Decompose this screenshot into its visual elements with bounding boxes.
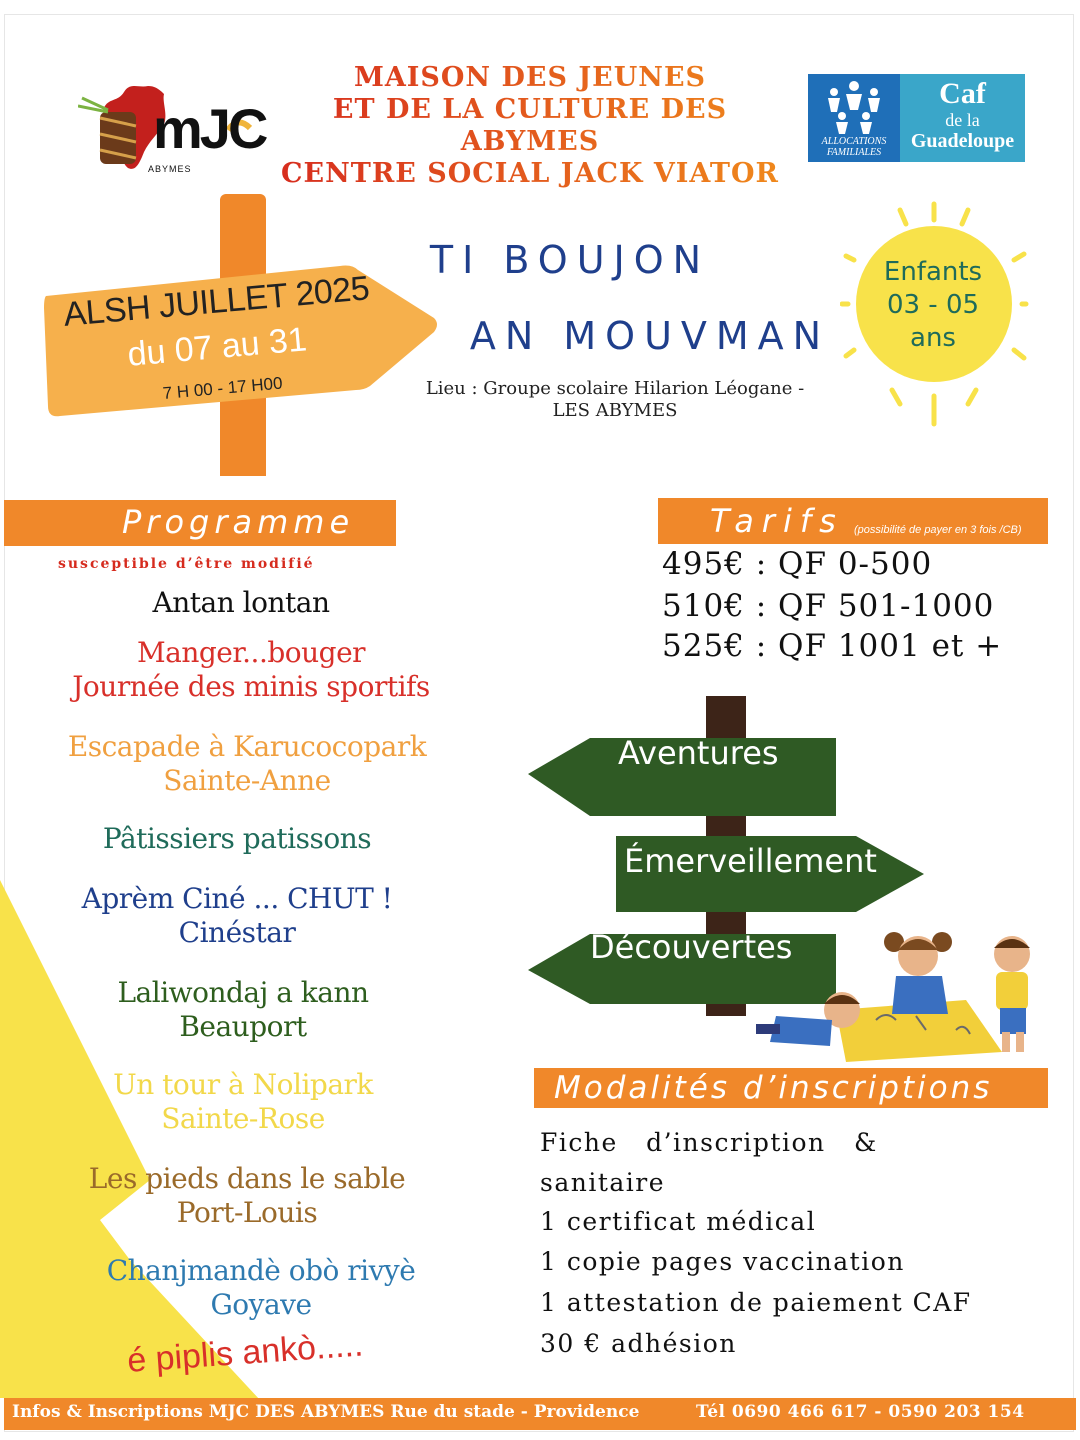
- programme-item-line: Aprèm Ciné ... CHUT !: [81, 882, 393, 915]
- age-line-1: Enfants: [883, 257, 983, 287]
- tarif-item: 525€ : QF 1001 et +: [662, 628, 1003, 664]
- header-title: [270, 62, 790, 190]
- mjc-logo-subtitle: ABYMES: [148, 164, 192, 174]
- programme-item: [2, 822, 472, 856]
- programme-item: [6, 586, 476, 620]
- programme-item-line: Les pieds dans le sable: [88, 1162, 406, 1195]
- programme-item-line: Cinéstar: [178, 916, 296, 949]
- programme-item: [2, 882, 472, 950]
- caf-logo: [808, 74, 1025, 162]
- programme-heading-band: [4, 500, 396, 546]
- modalite-item: 1 certificat médical: [540, 1207, 817, 1236]
- family-figures-icon: [808, 76, 900, 136]
- programme-item-line: Journée des minis sportifs: [72, 670, 430, 703]
- tarif-item: 510€ : QF 501-1000: [662, 588, 995, 624]
- footer-phone-numbers: Tél 0690 466 617 - 0590 203 154: [696, 1402, 1025, 1422]
- header-title-line-3: CENTRE SOCIAL JACK VIATOR: [270, 158, 790, 190]
- sign-hours: 7 H 00 - 17 H00: [162, 373, 284, 403]
- modalites-heading: Modalités d’inscriptions: [554, 1070, 993, 1106]
- event-title-line-1: TI BOUJON: [429, 238, 711, 282]
- programme-item-line: Pâtissiers patissons: [102, 822, 372, 855]
- programme-item: [12, 1162, 482, 1230]
- programme-item-line: Beauport: [179, 1010, 307, 1043]
- header-title-line-1: MAISON DES JEUNES: [270, 62, 790, 94]
- programme-heading: Programme: [122, 503, 355, 541]
- children-drawing-illustration: [756, 920, 1052, 1070]
- age-line-3: ans: [910, 323, 956, 353]
- caf-line3: Guadeloupe: [910, 130, 1015, 152]
- age-line-2: 03 - 05: [886, 290, 980, 320]
- programme-item-line: Escapade à Karucocopark: [67, 730, 427, 763]
- programme-item: [8, 1068, 478, 1136]
- footer-contact-address: Infos & Inscriptions MJC DES ABYMES Rue du stade - Providence: [12, 1402, 640, 1422]
- event-location-line-2: LES ABYMES: [552, 400, 678, 421]
- tarif-item: 495€ : QF 0-500: [662, 546, 933, 582]
- caf-familiales: FAMILIALES: [826, 147, 882, 158]
- signpost-label-emerveillement: Émerveillement: [624, 842, 877, 880]
- footer-band: [4, 1398, 1076, 1430]
- modalite-item: 1 copie pages vaccination: [540, 1247, 905, 1276]
- caf-logo-emblem: [808, 74, 900, 162]
- programme-item-line: Laliwondaj a kann: [117, 976, 369, 1009]
- modalite-item: sanitaire: [540, 1168, 666, 1197]
- modalite-item: 1 attestation de paiement CAF: [540, 1288, 972, 1317]
- programme-item-line: Port-Louis: [176, 1196, 318, 1229]
- caf-allocations: ALLOCATIONS: [821, 136, 887, 147]
- programme-item-line: Sainte-Anne: [163, 764, 331, 797]
- programme-item-line: Chanjmandè obò rivyè: [106, 1254, 416, 1287]
- tarifs-heading-band: [658, 498, 1048, 544]
- programme-item-line: Un tour à Nolipark: [113, 1068, 373, 1101]
- modalite-item: Fiche d’inscription &: [540, 1128, 878, 1157]
- mjc-logo: [78, 78, 278, 178]
- tarifs-note: (possibilité de payer en 3 fois /CB): [854, 524, 1022, 536]
- programme-item: [26, 1254, 496, 1322]
- caf-name: Caf: [939, 77, 986, 110]
- programme-item-line: Goyave: [210, 1288, 312, 1321]
- tarifs-heading: Tarifs: [710, 502, 844, 540]
- sign-dates: du 07 au 31: [126, 320, 309, 374]
- mjc-logo-text: mJC: [153, 97, 266, 160]
- programme-item: [16, 636, 486, 704]
- programme-item-line: Manger...bouger: [136, 636, 366, 669]
- event-location: [380, 378, 850, 422]
- caf-line2: de la: [945, 110, 980, 130]
- age-badge: [862, 256, 1004, 355]
- programme-note: susceptible d’être modifié: [58, 556, 315, 572]
- modalites-heading-band: [534, 1068, 1048, 1108]
- event-location-line-1: Lieu : Groupe scolaire Hilarion Léogane -: [425, 378, 805, 399]
- signpost-label-aventures: Aventures: [618, 734, 779, 772]
- programme-item-line: Sainte-Rose: [161, 1102, 325, 1135]
- header-title-line-2: ET DE LA CULTURE DES ABYMES: [270, 94, 790, 158]
- modalite-item: 30 € adhésion: [540, 1329, 737, 1358]
- programme-item: [8, 976, 478, 1044]
- sign-title: ALSH JUILLET 2025: [62, 269, 371, 334]
- programme-closing: é piplis ankò.....: [126, 1325, 365, 1380]
- caf-logo-text: [900, 74, 1025, 162]
- programme-item: [12, 730, 482, 798]
- event-title-line-2: AN MOUVMAN: [469, 314, 831, 358]
- programme-item-line: Antan lontan: [152, 586, 330, 619]
- signpost-label-decouvertes: Découvertes: [590, 928, 793, 966]
